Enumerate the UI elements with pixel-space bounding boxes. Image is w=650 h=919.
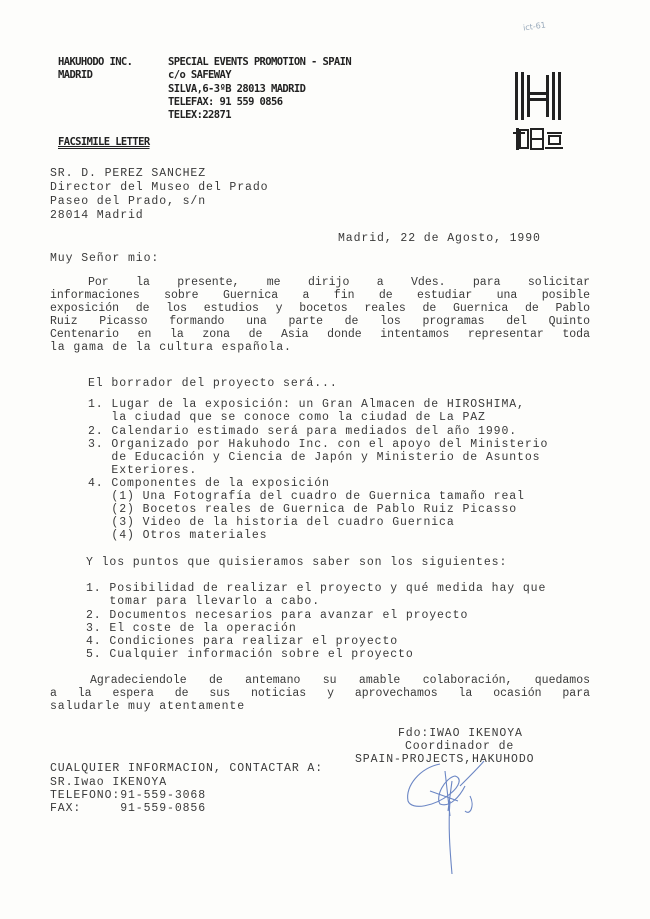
intro-line: Centenario en la zona de Asia donde intentamos representar toda [50,328,590,341]
intro-line: exposición de los estudios y bocetos reales de Guernica de Pablo [50,302,590,315]
question-item: 3. El coste de la operación [86,622,297,635]
sender-address-line: c/o SAFEWAY [168,69,231,81]
intro-line: la gama de la cultura española. [50,341,292,354]
intro-line: Por la presente, me dirijo a Vdes. para solicitar [88,276,590,289]
draft-item: 2. Calendario estimado será para mediados del año 1990. [88,425,518,438]
handwritten-signature [400,756,490,876]
draft-item: (1) Una Fotografía del cuadro de Guernica tamaño real [88,490,525,503]
sender-company: HAKUHODO INC. [58,56,133,68]
sender-address-line: TELEX:22871 [168,109,231,121]
recipient-line: 28014 Madrid [50,209,144,222]
question-item: 1. Posibilidad de realizar el proyecto y qué medida hay que [86,582,547,595]
closing-line: saludarle muy atentamente [50,700,246,713]
questions-heading: Y los puntos que quisieramos saber son los siguientes: [86,556,508,569]
sender-city: MADRID [58,69,93,81]
handwritten-note: ict-61 [522,20,547,33]
letter-date: Madrid, 22 de Agosto, 1990 [338,232,541,245]
question-item: 2. Documentos necesarios para avanzar el proyecto [86,609,469,622]
draft-item: (2) Bocetos reales de Guernica de Pablo Ruiz Picasso [88,503,518,516]
sender-address-line: SILVA,6-3ºB 28013 MADRID [168,83,306,95]
recipient-line: Paseo del Prado, s/n [50,195,207,208]
draft-item: 4. Componentes de la exposición [88,477,330,490]
signatory-organization: SPAIN-PROJECTS,HAKUHODO [355,753,535,766]
sender-address-line: SPECIAL EVENTS PROMOTION - SPAIN [168,56,352,68]
contact-line: SR.Iwao IKENOYA [50,776,168,789]
draft-heading: El borrador del proyecto será... [88,377,338,390]
document-type: FACSIMILE LETTER [58,136,150,148]
question-item: 5. Cualquier información sobre el proyecto [86,648,414,661]
signatory-title: Coordinador de [405,740,515,753]
draft-item: 3. Organizado por Hakuhodo Inc. con el apoyo del Ministerio [88,438,549,451]
sender-address-line: TELEFAX: 91 559 0856 [168,96,283,108]
question-item: 4. Condiciones para realizar el proyecto [86,635,399,648]
intro-line: Ruiz Picasso formando una parte de los programas del Quinto [50,315,590,328]
signatory-name: Fdo:IWAO IKENOYA [398,727,523,740]
question-item: tomar para llevarlo a cabo. [86,595,321,608]
draft-item: la ciudad que se conoce como la ciudad de La PAZ [88,411,486,424]
draft-item: de Educación y Ciencia de Japón y Ministerio de Asuntos [88,451,541,464]
contact-phone: TELEFONO:91-559-3068 [50,789,207,802]
draft-item: Exteriores. [88,464,198,477]
draft-item: 1. Lugar de la exposición: un Gran Almacen de HIROSHIMA, [88,398,525,411]
contact-line: CUALQUIER INFORMACION, CONTACTAR A: [50,762,324,775]
draft-item: (4) Otros materiales [88,529,268,542]
draft-item: (3) Video de la historia del cuadro Guernica [88,516,455,529]
closing-line: Agradeciendole de antemano su amable colaboración, quedamos [90,674,590,687]
closing-line: a la espera de sus noticias y aprovechamos la ocasión para [50,687,590,700]
hakuhodo-logo [512,72,564,152]
intro-line: informaciones sobre Guernica a fin de estudiar una posible [50,289,590,302]
recipient-line: Director del Museo del Prado [50,181,269,194]
contact-fax: FAX: 91-559-0856 [50,802,207,815]
salutation: Muy Señor mio: [50,252,160,265]
recipient-line: SR. D. PEREZ SANCHEZ [50,167,207,180]
